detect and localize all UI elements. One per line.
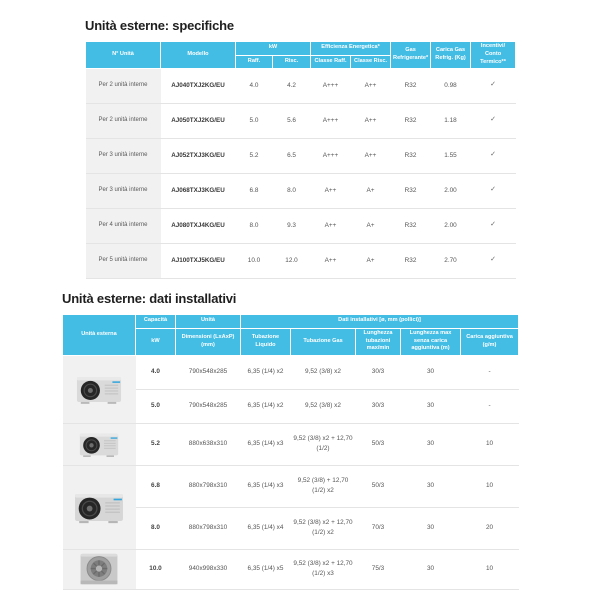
cell-n-unita: Per 4 unità interne <box>86 208 161 243</box>
cell-modello: AJ040TXJ2KG/EU <box>161 68 236 103</box>
cell-kw-raff: 8.0 <box>236 208 273 243</box>
col-group-kw: kW <box>236 42 311 55</box>
col-header-tubazione-gas: Tubazione Gas <box>291 328 356 355</box>
cell-classe-risc: A++ <box>351 138 391 173</box>
cell-carica: 2.00 <box>431 173 471 208</box>
cell-lunghezza-max: 30 <box>401 423 461 465</box>
cell-dimensioni: 940x998x330 <box>176 549 241 589</box>
cell-carica-aggiuntiva: - <box>461 355 519 389</box>
cell-classe-raff: A++ <box>311 173 351 208</box>
cell-carica-aggiuntiva: 10 <box>461 549 519 589</box>
col-group-capacita: Capacità <box>136 315 176 328</box>
cell-carica: 2.00 <box>431 208 471 243</box>
table-row <box>63 549 519 589</box>
outdoor-unit-image-3 <box>65 490 134 525</box>
cell-lunghezza-max: 30 <box>401 549 461 589</box>
cell-classe-risc: A++ <box>351 103 391 138</box>
table-row <box>86 173 516 208</box>
table-row <box>86 243 516 278</box>
outdoor-unit-photo <box>63 355 136 423</box>
outdoor-unit-image-1 <box>65 374 134 405</box>
cell-capacita-kw: 4.0 <box>136 355 176 389</box>
section-title-specifiche: Unità esterne: specifiche <box>85 18 234 33</box>
col-header-lunghezza-tubazioni: Lunghezza tubazioni max/min <box>356 328 401 355</box>
table-row <box>86 138 516 173</box>
col-group-dati-installativi: Dati installativi [ø, mm (pollici)] <box>241 315 519 328</box>
cell-tubazione-gas: 9,52 (3/8) x2 + 12,70 (1/2) <box>291 423 356 465</box>
cell-carica: 1.18 <box>431 103 471 138</box>
cell-lunghezza-tubazioni: 50/3 <box>356 465 401 507</box>
cell-capacita-kw: 6.8 <box>136 465 176 507</box>
cell-capacita-kw: 5.0 <box>136 389 176 423</box>
col-header-unita-esterna: Unità esterna <box>63 315 136 355</box>
cell-lunghezza-tubazioni: 75/3 <box>356 549 401 589</box>
col-header-kw-risc: Risc. <box>273 55 311 68</box>
cell-tubazione-gas: 9,52 (3/8) x2 <box>291 389 356 423</box>
cell-kw-risc: 12.0 <box>273 243 311 278</box>
col-header-classe-risc: Classe Risc. <box>351 55 391 68</box>
install-table <box>62 315 519 590</box>
col-header-carica-aggiuntiva: Carica aggiuntiva (g/m) <box>461 328 519 355</box>
outdoor-unit-image-2 <box>65 431 134 458</box>
col-header-modello: Modello <box>161 42 236 68</box>
cell-lunghezza-tubazioni: 30/3 <box>356 389 401 423</box>
specs-table <box>85 42 516 279</box>
cell-dimensioni: 880x798x310 <box>176 465 241 507</box>
cell-carica-aggiuntiva: 20 <box>461 507 519 549</box>
col-header-incentivi: Incentivi/ Conto Termico** <box>471 42 516 68</box>
cell-capacita-kw: 10.0 <box>136 549 176 589</box>
cell-kw-raff: 4.0 <box>236 68 273 103</box>
col-group-unita: Unità <box>176 315 241 328</box>
cell-dimensioni: 790x548x285 <box>176 355 241 389</box>
checkmark-icon: ✓ <box>471 243 516 278</box>
cell-kw-raff: 6.8 <box>236 173 273 208</box>
outdoor-unit-image-4 <box>65 552 134 587</box>
col-header-classe-raff: Classe Raff. <box>311 55 351 68</box>
cell-classe-risc: A+ <box>351 208 391 243</box>
cell-gas: R32 <box>391 208 431 243</box>
cell-tubazione-liquido: 6,35 (1/4) x3 <box>241 423 291 465</box>
cell-gas: R32 <box>391 243 431 278</box>
cell-tubazione-liquido: 6,35 (1/4) x2 <box>241 355 291 389</box>
cell-classe-raff: A+++ <box>311 68 351 103</box>
table-row <box>86 68 516 103</box>
outdoor-unit-photo <box>63 465 136 549</box>
checkmark-icon: ✓ <box>471 208 516 243</box>
cell-modello: AJ080TXJ4KG/EU <box>161 208 236 243</box>
cell-dimensioni: 880x638x310 <box>176 423 241 465</box>
cell-tubazione-liquido: 6,35 (1/4) x2 <box>241 389 291 423</box>
cell-modello: AJ068TXJ3KG/EU <box>161 173 236 208</box>
cell-lunghezza-max: 30 <box>401 507 461 549</box>
cell-tubazione-gas: 9,52 (3/8) x2 + 12,70 (1/2) x2 <box>291 507 356 549</box>
cell-kw-risc: 9.3 <box>273 208 311 243</box>
cell-kw-risc: 8.0 <box>273 173 311 208</box>
cell-kw-raff: 5.0 <box>236 103 273 138</box>
cell-gas: R32 <box>391 68 431 103</box>
cell-classe-raff: A++ <box>311 208 351 243</box>
cell-n-unita: Per 2 unità interne <box>86 103 161 138</box>
cell-tubazione-gas: 9,52 (3/8) x2 + 12,70 (1/2) x3 <box>291 549 356 589</box>
cell-gas: R32 <box>391 103 431 138</box>
table-row <box>63 423 519 465</box>
cell-lunghezza-max: 30 <box>401 465 461 507</box>
cell-tubazione-liquido: 6,35 (1/4) x4 <box>241 507 291 549</box>
cell-carica-aggiuntiva: - <box>461 389 519 423</box>
cell-n-unita: Per 3 unità interne <box>86 173 161 208</box>
col-header-kw: kW <box>136 328 176 355</box>
cell-tubazione-gas: 9,52 (3/8) x2 <box>291 355 356 389</box>
checkmark-icon: ✓ <box>471 103 516 138</box>
cell-tubazione-gas: 9,52 (3/8) + 12,70 (1/2) x2 <box>291 465 356 507</box>
cell-n-unita: Per 3 unità interne <box>86 138 161 173</box>
table-row <box>86 208 516 243</box>
cell-carica: 2.70 <box>431 243 471 278</box>
section-dati-installativi <box>62 291 518 590</box>
col-header-carica-gas: Carica Gas Refrig. (Kg) <box>431 42 471 68</box>
cell-kw-risc: 4.2 <box>273 68 311 103</box>
col-group-efficienza: Efficienza Energetica* <box>311 42 391 55</box>
checkmark-icon: ✓ <box>471 68 516 103</box>
cell-modello: AJ052TXJ3KG/EU <box>161 138 236 173</box>
cell-classe-risc: A+ <box>351 243 391 278</box>
cell-kw-raff: 10.0 <box>236 243 273 278</box>
cell-n-unita: Per 2 unità interne <box>86 68 161 103</box>
table-row <box>63 355 519 389</box>
checkmark-icon: ✓ <box>471 173 516 208</box>
cell-capacita-kw: 5.2 <box>136 423 176 465</box>
cell-modello: AJ100TXJ5KG/EU <box>161 243 236 278</box>
cell-carica-aggiuntiva: 10 <box>461 465 519 507</box>
cell-kw-risc: 5.6 <box>273 103 311 138</box>
cell-lunghezza-max: 30 <box>401 355 461 389</box>
cell-classe-risc: A+ <box>351 173 391 208</box>
cell-classe-risc: A++ <box>351 68 391 103</box>
cell-gas: R32 <box>391 173 431 208</box>
checkmark-icon: ✓ <box>471 138 516 173</box>
cell-kw-raff: 5.2 <box>236 138 273 173</box>
cell-kw-risc: 6.5 <box>273 138 311 173</box>
cell-carica-aggiuntiva: 10 <box>461 423 519 465</box>
col-header-gas-refrigerante: Gas Refrigerante* <box>391 42 431 68</box>
section-title-dati-installativi: Unità esterne: dati installativi <box>62 291 237 306</box>
cell-carica: 0.98 <box>431 68 471 103</box>
cell-classe-raff: A+++ <box>311 138 351 173</box>
cell-lunghezza-tubazioni: 70/3 <box>356 507 401 549</box>
cell-classe-raff: A++ <box>311 243 351 278</box>
col-header-lunghezza-max-senza-carica: Lunghezza max senza carica aggiuntiva (m) <box>401 328 461 355</box>
col-header-tubazione-liquido: Tubazione Liquido <box>241 328 291 355</box>
cell-carica: 1.55 <box>431 138 471 173</box>
cell-dimensioni: 790x548x285 <box>176 389 241 423</box>
cell-lunghezza-tubazioni: 30/3 <box>356 355 401 389</box>
cell-lunghezza-tubazioni: 50/3 <box>356 423 401 465</box>
outdoor-unit-photo <box>63 549 136 589</box>
cell-lunghezza-max: 30 <box>401 389 461 423</box>
col-header-dimensioni: Dimensioni (LxAxP) (mm) <box>176 328 241 355</box>
col-header-n-unita: N° Unità <box>86 42 161 68</box>
section-specifiche <box>85 18 515 279</box>
cell-modello: AJ050TXJ2KG/EU <box>161 103 236 138</box>
table-row <box>63 465 519 507</box>
cell-n-unita: Per 5 unità interne <box>86 243 161 278</box>
cell-gas: R32 <box>391 138 431 173</box>
cell-classe-raff: A+++ <box>311 103 351 138</box>
table-row <box>86 103 516 138</box>
cell-tubazione-liquido: 6,35 (1/4) x3 <box>241 465 291 507</box>
cell-capacita-kw: 8.0 <box>136 507 176 549</box>
col-header-kw-raff: Raff. <box>236 55 273 68</box>
cell-dimensioni: 880x798x310 <box>176 507 241 549</box>
outdoor-unit-photo <box>63 423 136 465</box>
cell-tubazione-liquido: 6,35 (1/4) x5 <box>241 549 291 589</box>
